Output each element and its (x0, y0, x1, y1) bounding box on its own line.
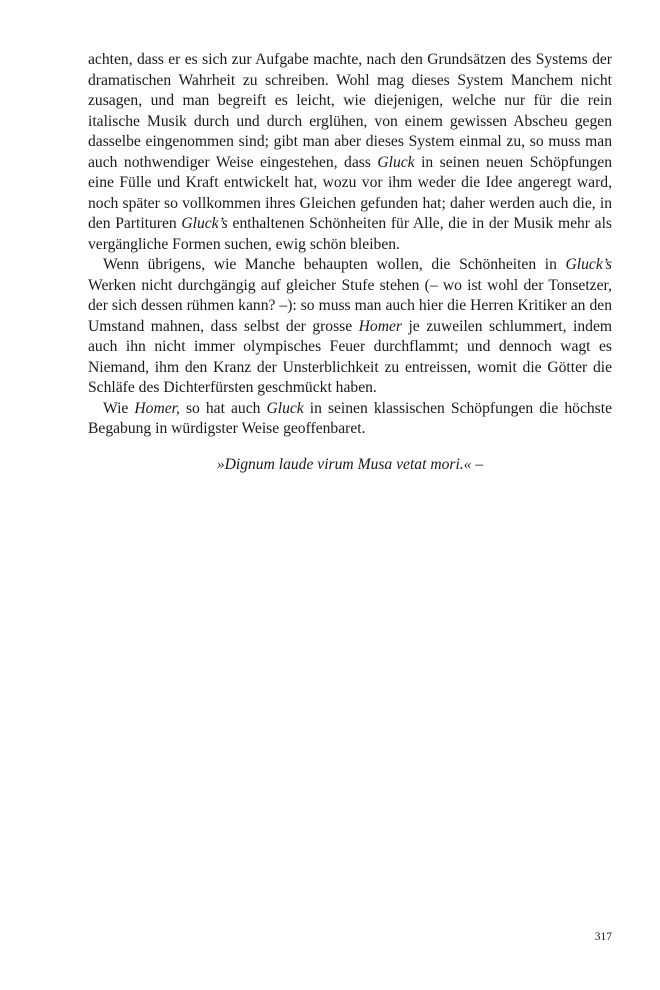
text-run: Wie (103, 399, 135, 417)
paragraph-1 (88, 50, 612, 255)
text-run-italic: Homer, (134, 399, 180, 417)
text-run: in seinen neuen Schöpfungen eine Fülle und Kraft entwickelt hat, wozu vor ihm weder die Idee angeregt ward, noch später so vollkommen ihres Gleichen gefunden hat; daher werden auch die, in den Partituren (88, 153, 612, 232)
page-number: 317 (594, 931, 612, 943)
text-run: enthaltenen Schönheiten für Alle, die in der Musik mehr als vergängliche Formen suchen, ewig schön bleiben. (88, 215, 612, 253)
text-run: Wenn übrigens, wie Manche behaupten wollen, die Schönheiten in (103, 256, 566, 273)
text-run-italic: Gluck’s (181, 215, 228, 232)
text-run-italic: Homer (358, 317, 402, 335)
text-run-italic: Gluck’s (565, 256, 612, 273)
paragraph-3 (88, 399, 612, 440)
text-run: so hat auch (179, 399, 267, 417)
text-run: in seinen klassischen Schöpfungen die höchste Begabung in würdigster Weise geoffenbaret. (88, 399, 612, 437)
page-body (88, 50, 612, 475)
text-run-italic: Gluck (377, 153, 415, 171)
text-run-italic: Gluck (266, 399, 304, 417)
paragraph-2 (88, 255, 612, 399)
text-run: Werken nicht durchgängig auf gleicher Stufe stehen (– wo ist wohl der Tonsetzer, der sich dessen rühmen kann? –): so muss man auch hier die Herren Kritiker an den Umstand mahnen, dass selbst der grosse (88, 276, 612, 335)
text-run: achten, dass er es sich zur Aufgabe machte, nach den Grundsätzen des Systems der dramatischen Wahrheit zu schreiben. Wohl mag dieses System Manchem nicht zusagen, und man begreift es leicht, wie diejenigen, welche nur für die rein italische Musik durch und durch erglühen, von einem gewissen Abscheu gegen dasselbe eingenommen sind; gibt man aber dieses System einmal zu, so muss man auch nothwendiger Weise eingestehen, dass (88, 51, 612, 171)
text-run: je zuweilen schlummert, indem auch ihn nicht immer olympisches Feuer durchflammt; und dennoch wagt es Niemand, ihm den Kranz der Unsterblichkeit zu entreissen, womit die Götter die Schläfe des Dichterfürsten geschmückt haben. (88, 317, 612, 396)
latin-quote: »Dignum laude virum Musa vetat mori.« – (216, 455, 484, 473)
